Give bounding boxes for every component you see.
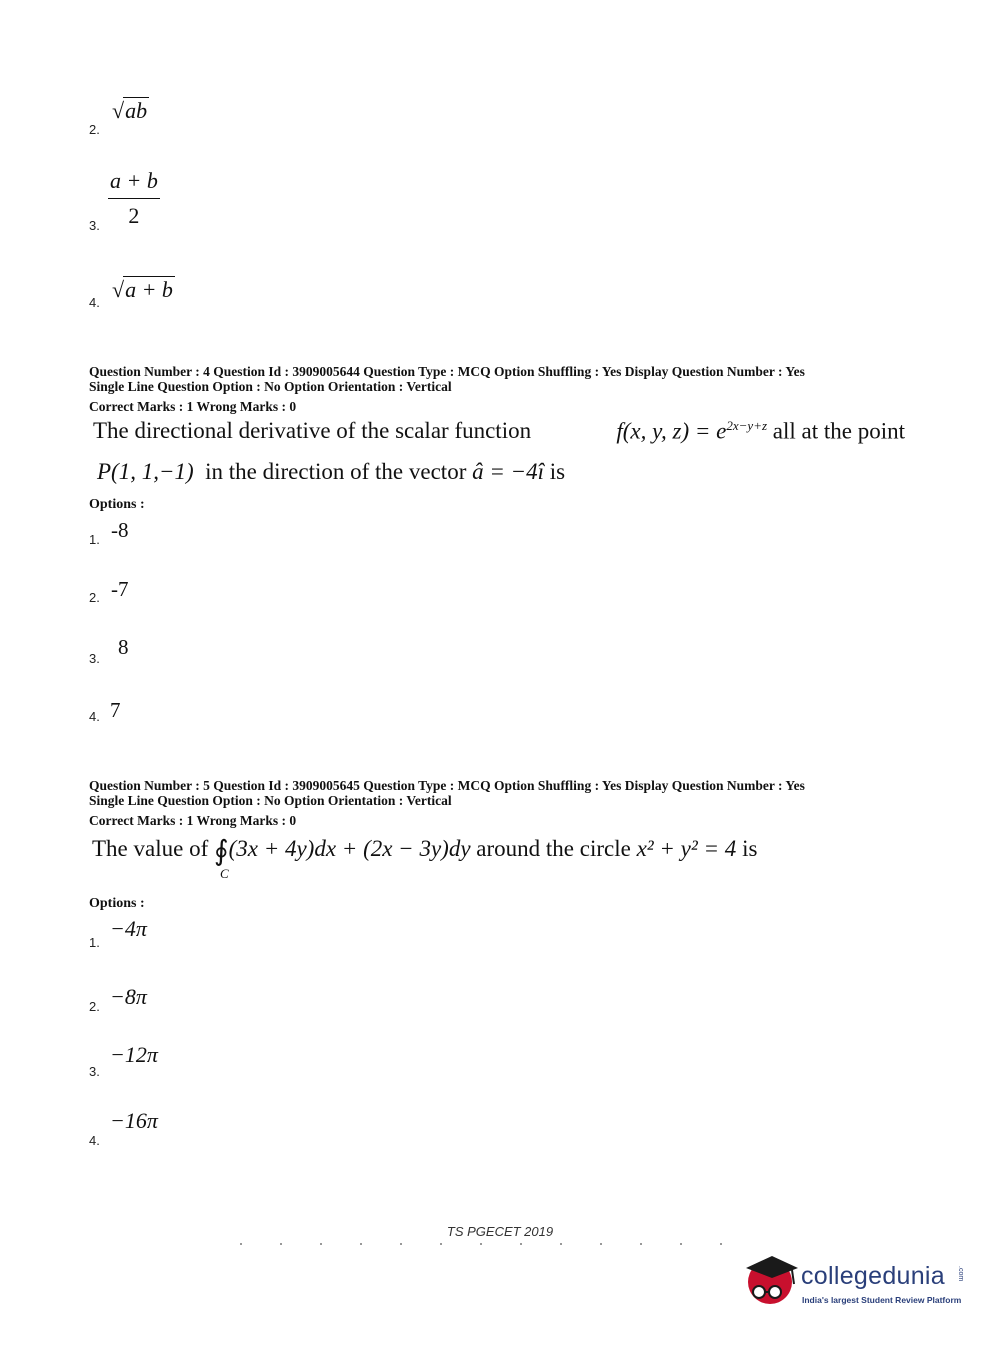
option-value: -7 — [111, 577, 129, 601]
question-text: The value of ∮ C (3x + 4y)dx + (2x − 3y)dy around the circle x² + y² = 4 is — [92, 836, 758, 881]
option-number: 1. — [89, 532, 100, 547]
footer-title: TS PGECET 2019 — [446, 1224, 554, 1239]
option-value: 7 — [110, 698, 121, 722]
option-value: √a + b — [112, 277, 173, 302]
option-number: 3. — [89, 1064, 100, 1079]
option-value: −12π — [110, 1042, 158, 1067]
logo-wordmark: collegedunia — [801, 1262, 945, 1290]
question-meta-line2: Single Line Question Option : No Option Orientation : Vertical — [89, 793, 452, 808]
option-number: 3. — [89, 218, 100, 233]
option-value: √ab — [112, 98, 148, 123]
option-value: −16π — [110, 1108, 158, 1133]
option-value: −4π — [110, 916, 147, 941]
question-meta-line2: Single Line Question Option : No Option Orientation : Vertical — [89, 379, 452, 394]
footer-divider — [240, 1243, 760, 1245]
question-marks: Correct Marks : 1 Wrong Marks : 0 — [89, 813, 297, 828]
contour-integral-symbol: ∮ — [213, 836, 229, 867]
option-number: 4. — [89, 1133, 100, 1148]
option-value: $\frac{a + b}{2}$ — [110, 168, 158, 228]
option-value: −8π — [110, 984, 147, 1009]
logo-com: .com — [957, 1266, 964, 1282]
question-meta-line1: Question Number : 4 Question Id : 3909005644 Question Type : MCQ Option Shuffling : Yes Display Question Number : Yes — [89, 364, 805, 379]
options-label: Options : — [89, 896, 145, 911]
option-number: 2. — [89, 590, 100, 605]
option-value: -8 — [111, 518, 129, 542]
option-number: 4. — [89, 709, 100, 724]
option-number: 2. — [89, 999, 100, 1014]
question-meta-line1: Question Number : 5 Question Id : 3909005645 Question Type : MCQ Option Shuffling : Yes Display Question Number : Yes — [89, 778, 805, 793]
option-number: 4. — [89, 295, 100, 310]
question-text-line1: The directional derivative of the scalar function f(x, y, $z) = e^{2x-y+z}$ all at the point — [93, 418, 905, 444]
integral-subscript: C — [219, 866, 229, 881]
logo-tagline: India's largest Student Review Platform — [802, 1295, 962, 1305]
graduate-mascot-icon — [740, 1250, 800, 1310]
option-value: 8 — [118, 635, 129, 659]
question-marks: Correct Marks : 1 Wrong Marks : 0 — [89, 399, 297, 414]
question-text-line2: P(1, 1,−1) in the direction of the vector â = −4î is — [97, 459, 566, 484]
options-label: Options : — [89, 497, 145, 512]
option-number: 1. — [89, 935, 100, 950]
option-number: 3. — [89, 651, 100, 666]
option-number: 2. — [89, 122, 100, 137]
